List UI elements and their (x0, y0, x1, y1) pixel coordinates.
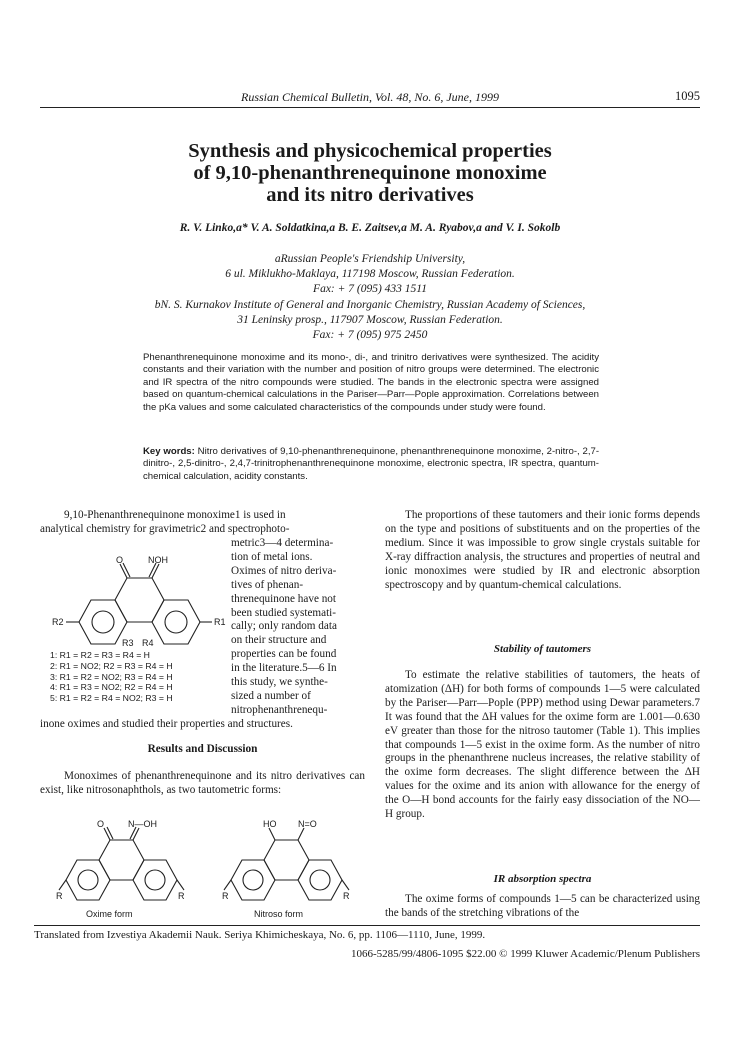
results-paragraph: Monoximes of phenanthrenequinone and its nitro derivatives can exist, like nitrosonaphthols, as two tautometric forms: (40, 770, 365, 796)
nitroso-r-left: R (222, 891, 229, 901)
article-title (60, 140, 680, 206)
copyright-line: 1066-5285/99/4806-1095 $22.00 © 1999 Kluwer Academic/Plenum Publishers (350, 948, 700, 960)
title-line-1: Synthesis and physicochemical properties (188, 140, 552, 162)
wrap-line-8: properties can be found (231, 648, 337, 661)
page-number: 1095 (675, 89, 700, 103)
nitroso-n-label: N=O (298, 819, 317, 829)
nitroso-form-label: Nitroso form (254, 909, 304, 919)
footer-rule (34, 925, 700, 926)
affiliation-a-line-1: aRussian People's Friendship University, (274, 253, 466, 265)
wrap-line-2: Oximes of nitro deriva- (231, 564, 337, 577)
translation-note: Translated from Izvestiya Akademii Nauk. Seriya Khimicheskaya, No. 6, pp. 1106—1110, June, 1999. (34, 929, 486, 941)
affiliation-b-line-1: bN. S. Kurnakov Institute of General and Inorganic Chemistry, Russian Academy of Sciences, (154, 299, 586, 311)
intro-last-line: inone oximes and studied their properties and structures. (40, 718, 293, 730)
label-r2: R2 (52, 617, 64, 627)
intro-wrap-text (231, 537, 365, 718)
title-line-2: of 9,10-phenanthrenequinone monoxime (193, 162, 547, 184)
compound-item: 2: R1 = NO2; R2 = R3 = R4 = H (50, 660, 173, 671)
ir-heading: IR absorption spectra (493, 873, 592, 885)
affiliation-a-line-2: 6 ul. Miklukho-Maklaya, 117198 Moscow, Russian Federation. (225, 268, 515, 280)
label-r3-r4: R3 R4 (122, 638, 154, 648)
keywords-label: Key words: (143, 446, 195, 457)
compound-item: 5: R1 = R2 = R4 = NO2; R3 = H (50, 693, 173, 704)
affiliation-a-line-3: Fax: + 7 (095) 433 1511 (313, 283, 427, 295)
affiliation-b (40, 298, 700, 343)
wrap-line-0: metric3—4 determina- (231, 537, 334, 549)
compound-item: 1: R1 = R2 = R3 = R4 = H (50, 650, 150, 660)
affiliation-b-line-2: 31 Leninsky prosp., 117907 Moscow, Russian Federation. (237, 314, 503, 326)
oxime-form-label: Oxime form (86, 909, 133, 919)
oxime-r-left: R (56, 891, 63, 901)
intro-line-2: analytical chemistry for gravimetric2 and spectrophoto- (40, 523, 290, 535)
tautomer-scheme (55, 818, 355, 906)
wrap-line-11: sized a number of (231, 689, 311, 702)
affiliation-a (40, 252, 700, 297)
compound-list (50, 650, 235, 704)
wrap-line-6: cally; only random data (231, 620, 337, 633)
wrap-line-7: on their structure and (231, 634, 327, 647)
label-r1: R1 (214, 617, 226, 627)
wrap-line-5: been studied systemati- (231, 606, 337, 619)
wrap-line-9: in the literature.5—6 In (231, 662, 337, 675)
stability-heading: Stability of tautomers (493, 643, 592, 655)
wrap-line-3: tives of phenan- (231, 578, 304, 591)
wrap-line-1: tion of metal ions. (231, 550, 313, 563)
oxime-o-label: O (97, 819, 105, 829)
nitroso-r-right: R (343, 891, 350, 901)
compound-item: 3: R1 = R2 = NO2; R3 = R4 = H (50, 671, 173, 682)
title-line-3: and its nitro derivatives (266, 184, 474, 206)
label-noh: NOH (148, 555, 168, 565)
keywords (143, 446, 599, 483)
wrap-line-10: this study, we synthe- (231, 676, 328, 689)
monoxime-structure (52, 548, 227, 648)
right-paragraph-2: To estimate the relative stabilities of tautomers, the heats of atomization (ΔH) for both forms of compounds 1—5 were calculated by the Pariser—Parr—Pople (PPP) method using Dewar parameters.7 It was found that the ΔH values for the oxime form are 1.001—0.630 eV greater than those for the nitroso tautomer (Table 1). This implies that compounds 1—5 exist in the oxime form. As the number of nitro groups in the phenanthrene nucleus increases, the relative stability of the oxime form decreases. The slight difference between the ΔH values for the oxime and its anion with allowance for the energy of the O—H bond accounts for the fairly easy dissociation of the NO—H group. (385, 669, 700, 821)
oxime-r-right: R (178, 891, 185, 901)
author-list: R. V. Linko,a* V. A. Soldatkina,a B. E. Zaitsev,a M. A. Ryabov,a and V. I. Sokolb (179, 222, 561, 234)
wrap-line-4: threnequinone have not (231, 592, 337, 605)
results-heading: Results and Discussion (147, 743, 258, 755)
right-paragraph-1: The proportions of these tautomers and their ionic forms depends on the type and positions of substituents and on the properties of the medium. Since it was impossible to grow single crystals suitable for X-ray diffraction analysis, the structures and properties of neutral and ionic monoximes were studied by IR and electronic absorption spectroscopy and by quantum-chemical calculations. (385, 509, 700, 591)
oxime-n-label: N—OH (128, 819, 157, 829)
keywords-text: Nitro derivatives of 9,10-phenanthrenequinone, phenanthrenequinone monoxime, 2-nitro-, 2,7-dinitro-, 2,5-dinitro-, 2,4,7-trinitrophenanthrenequinone monoxime, electronic spectra, IR spectra, quantum-chemical calculation, acidity constants. (143, 446, 600, 482)
wrap-line-12: nitrophenanthrenequ- (231, 703, 328, 716)
right-paragraph-3: The oxime forms of compounds 1—5 can be characterized using the bands of the stretching vibrations of the (385, 893, 700, 919)
affiliation-b-line-3: Fax: + 7 (095) 975 2450 (312, 329, 428, 341)
header-rule (40, 107, 700, 108)
intro-line-1: 9,10-Phenanthrenequinone monoxime1 is used in (64, 509, 286, 521)
abstract: Phenanthrenequinone monoxime and its mono-, di-, and trinitro derivatives were synthesized. The acidity constants and their variation with the number and position of nitro groups were determined. The electronic and IR spectra of the nitro compounds were studied. The bands in the electronic spectra were assigned based on quantum-chemical calculations in the Pariser—Parr—Pople approximation. Correlations between the pKa values and some calculated characteristics of the compounds under study were found. (143, 352, 599, 413)
label-o: O (116, 555, 124, 565)
compound-item: 4: R1 = R3 = NO2; R2 = R4 = H (50, 682, 173, 693)
nitroso-ho-label: HO (263, 819, 277, 829)
running-head (40, 88, 700, 106)
journal-citation: Russian Chemical Bulletin, Vol. 48, No. 6, June, 1999 (241, 90, 499, 104)
